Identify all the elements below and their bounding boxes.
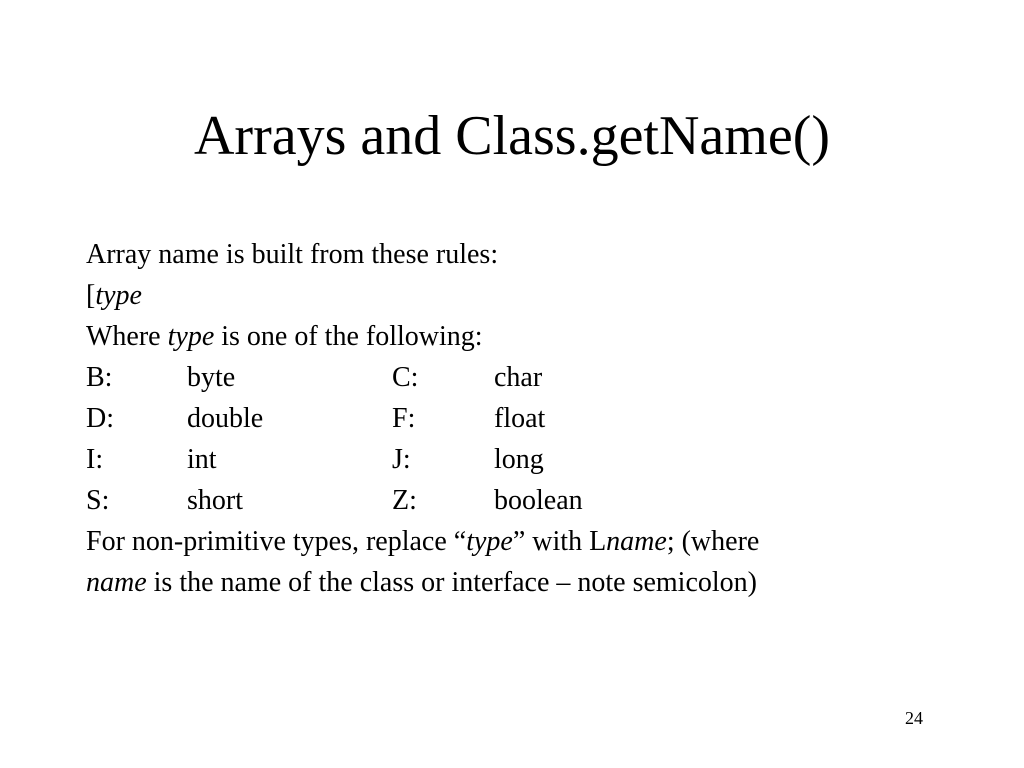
type-row [86,357,986,398]
type-code: B: [86,362,113,393]
bracket-text: [ [86,280,96,311]
bracket-type-line [86,275,986,316]
type-code: I: [86,444,104,475]
type-code: D: [86,403,114,434]
type-code: C: [392,362,419,393]
type-name: char [494,362,543,393]
nonprim-prefix: For non-primitive types, replace “ [86,526,467,557]
nonprim-mid: ” with L [512,526,607,557]
type-word: type [167,321,215,352]
type-name: float [494,403,546,434]
non-primitive-line [86,521,986,562]
nonprim-suffix: ; (where [666,526,760,557]
type-word: type [466,526,513,557]
type-name: short [187,485,243,516]
type-code: Z: [392,485,417,516]
type-name: byte [187,362,236,393]
where-prefix: Where [86,321,168,352]
page-number: 24 [905,708,923,728]
type-name: long [494,444,544,475]
intro-line: Array name is built from these rules: [86,239,499,270]
type-code: S: [86,485,110,516]
name-word: name [86,567,147,598]
type-name: boolean [494,485,583,516]
type-row [86,439,986,480]
type-code: J: [392,444,411,475]
where-suffix: is one of the following: [214,321,483,352]
type-word: type [95,280,142,311]
slide-title: Arrays and Class.getName() [193,105,830,167]
type-name: int [187,444,217,475]
name-explanation-line [86,562,986,603]
where-line [86,316,986,357]
type-name: double [187,403,264,434]
type-row [86,398,986,439]
name-explanation: is the name of the class or interface – note semicolon) [146,567,757,598]
type-code: F: [392,403,416,434]
slide-body [86,234,986,603]
type-row [86,480,986,521]
name-word: name [606,526,667,557]
